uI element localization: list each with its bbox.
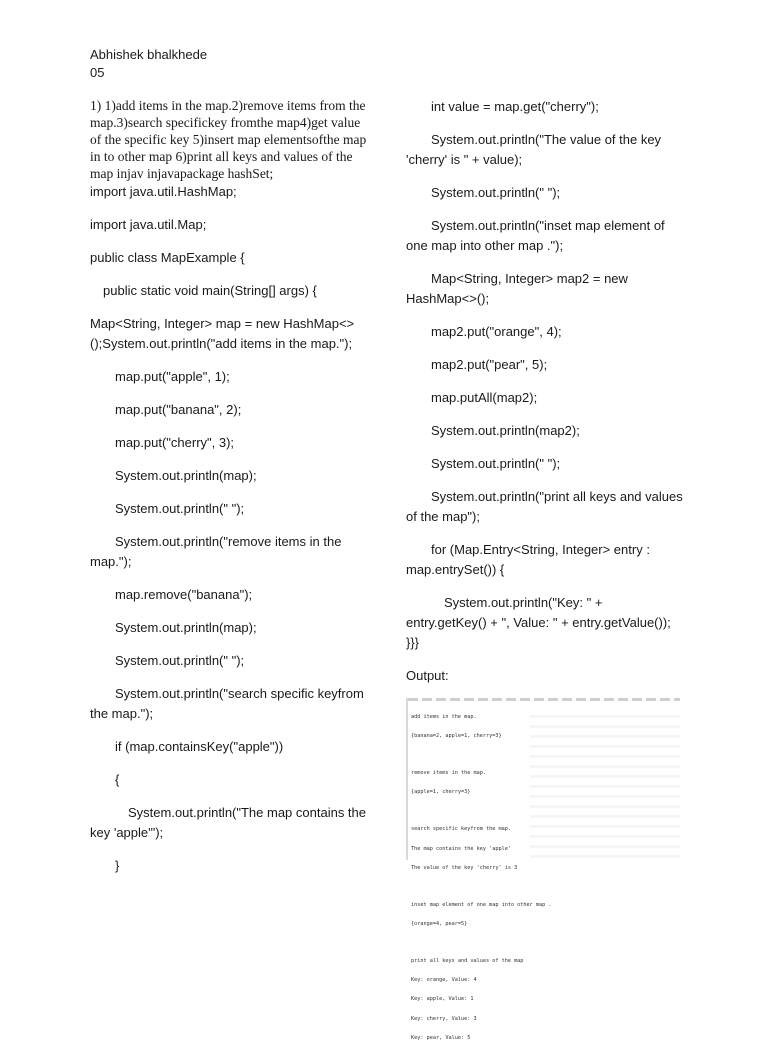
console-line: Key: apple, Value: 1 [411,996,474,1003]
code-line: System.out.println("print all keys and values of the map"); [406,489,683,524]
console-line: {apple=1, cherry=3} [411,789,471,796]
code-line: map.put("apple", 1); [115,369,230,384]
output-background-texture [530,708,680,858]
document-header [90,46,390,82]
console-line: {banana=2, apple=1, cherry=3} [411,733,502,740]
left-column [90,97,373,889]
console-blank [411,752,552,757]
console-output [411,701,552,1054]
code-line: System.out.println("remove items in the map."); [90,534,342,569]
author-name: Abhishek bhalkhede [90,47,208,62]
code-line: map.putAll(map2); [431,390,538,405]
console-blank [411,884,552,889]
code-line: map.remove("banana"); [115,587,253,602]
code-line: System.out.println("The map contains the key 'apple'"); [90,805,367,840]
console-line: print all keys and values of the map [411,958,524,965]
console-line: inset map element of one map into other map . [411,901,552,908]
code-line: System.out.println(" "); [431,456,561,471]
import-hashmap: import java.util.HashMap; [90,184,237,199]
main-declaration: public static void main(String[] args) { [103,283,317,298]
code-line: map.put("banana", 2); [115,402,242,417]
console-line: The value of the key 'cherry' is 3 [411,864,518,871]
code-line: if (map.containsKey("apple")) [115,739,284,754]
output-screenshot [406,698,680,1041]
right-column [406,97,686,696]
console-line: Key: pear, Value: 5 [411,1034,471,1041]
class-declaration: public class MapExample { [90,250,245,265]
console-line: remove items in the map. [411,770,486,777]
code-line: map2.put("pear", 5); [431,357,548,372]
code-line: System.out.println("The value of the key 'cherry' is " + value); [406,132,662,167]
code-line: map2.put("orange", 4); [431,324,562,339]
code-line: System.out.println(" "); [115,501,245,516]
console-line: search specific keyfrom the map. [411,826,511,833]
question-intro: 1) 1)add items in the map.2)remove items from the map.3)search specifickey fromthe map4)get value of the specific key 5)insert map elementsofthe map in to other map 6)print all keys and values of the map injav injavapackage hashSet; [90,98,367,181]
map-declaration: Map<String, Integer> map = new HashMap<>();System.out.println("add items in the map."); [90,316,355,351]
console-line: The map contains the key 'apple' [411,845,511,852]
import-map: import java.util.Map; [90,217,207,232]
code-line: System.out.println(map); [115,620,257,635]
code-line: System.out.println("search specific keyfrom the map."); [90,686,364,721]
console-line: Key: orange, Value: 4 [411,977,477,984]
code-line: System.out.println(" "); [431,185,561,200]
code-line: map.put("cherry", 3); [115,435,235,450]
code-line: System.out.println(map); [115,468,257,483]
code-line: Map<String, Integer> map2 = new HashMap<>(); [406,271,628,306]
code-line: System.out.println("Key: " + entry.getKey() + ", Value: " + entry.getValue()); }}} [406,595,671,650]
console-line: add items in the map. [411,713,477,720]
code-line: for (Map.Entry<String, Integer> entry : map.entrySet()) { [406,542,650,577]
roll-number: 05 [90,65,105,80]
output-label: Output: [406,668,449,683]
console-blank [411,940,552,945]
code-line: System.out.println("inset map element of one map into other map ."); [406,218,665,253]
console-blank [411,809,552,814]
code-line: { [115,772,120,787]
code-line: System.out.println(" "); [115,653,245,668]
code-line: int value = map.get("cherry"); [431,99,599,114]
console-line: {orange=4, pear=5} [411,921,468,927]
code-line: System.out.println(map2); [431,423,580,438]
code-line: } [115,858,120,873]
console-line: Key: cherry, Value: 3 [411,1015,477,1022]
